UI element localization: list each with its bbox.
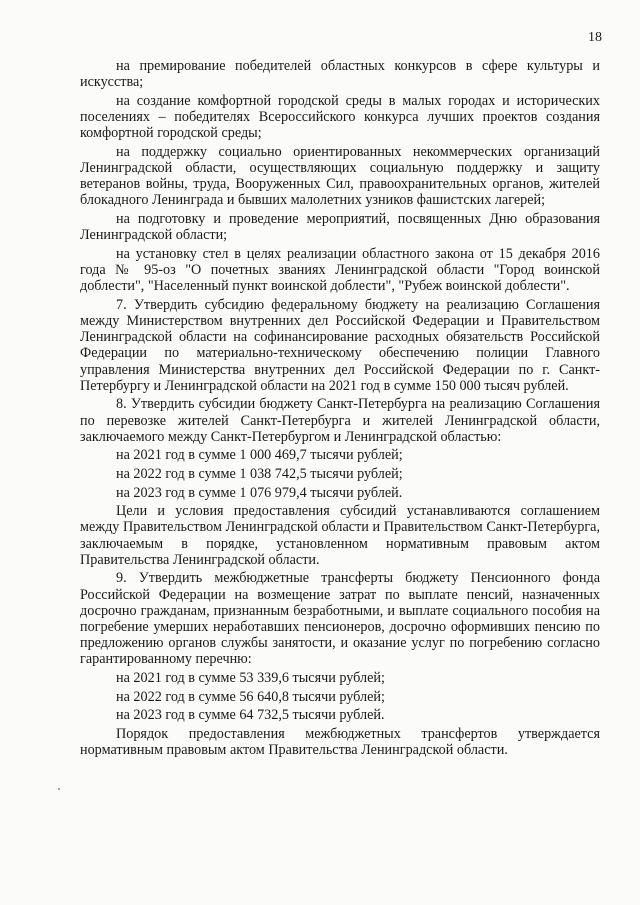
amount-2023-spb: на 2023 год в сумме 1 076 979,4 тысячи рублей. bbox=[116, 484, 403, 501]
amount-2022-spb: на 2022 год в сумме 1 038 742,5 тысячи рублей; bbox=[116, 466, 403, 482]
paragraph-transfer-procedure: Порядок предоставления межбюджетных трансфертов утверждается нормативным правовым актом Правительства Ленинградской области. bbox=[80, 725, 600, 758]
amount-2023-pension: на 2023 год в сумме 64 732,5 тысячи рублей. bbox=[116, 707, 385, 724]
amount-2021-spb: на 2021 год в сумме 1 000 469,7 тысячи рублей; bbox=[116, 447, 403, 464]
amount-2021-pension: на 2021 год в сумме 53 339,6 тысячи рублей; bbox=[116, 670, 385, 686]
paragraph-item-7: 7. Утвердить субсидию федеральному бюджету на реализацию Соглашения между Министерством внутренних дел Российской Федерации и Правительством Ленинградской области на софинансирование расходных обязательств Российской Федерации по материально-техническому обеспечению полиции Главного управления Министерства внутренних дел Российской Федерации по г. Санкт-Петербургу и Ленинградской области на 2021 год в сумме 150 000 тысяч рублей. bbox=[80, 296, 600, 394]
document-body bbox=[80, 58, 600, 761]
paragraph-urban-environment: на создание комфортной городской среды в малых городах и исторических поселениях – победителях Всероссийского конкурса лучших проектов создания комфортной городской среды; bbox=[80, 92, 600, 142]
paragraph-region-day: на подготовку и проведение мероприятий, посвященных Дню образования Ленинградской области; bbox=[80, 211, 600, 244]
page-number: 18 bbox=[588, 30, 602, 45]
paragraph-item-9: 9. Утвердить межбюджетные трансферты бюджету Пенсионного фонда Российской Федерации на возмещение затрат по выплате пенсий, назначенных досрочно гражданам, признанным безработными, и выплате социального пособия на погребение умерших неработавших пенсионеров, досрочно оформивших пенсию по предложению органов службы занятости, и оказание услуг по погребению согласно гарантированному перечню: bbox=[80, 570, 600, 668]
scan-speck bbox=[58, 788, 60, 790]
paragraph-item-8: 8. Утвердить субсидии бюджету Санкт-Петербурга на реализацию Соглашения по перевозке жителей Санкт-Петербурга и жителей Ленинградской области, заключаемого между Санкт-Петербургом и Ленинградской областью: bbox=[80, 396, 600, 445]
paragraph-subsidy-conditions: Цели и условия предоставления субсидий устанавливаются соглашением между Правительством Ленинградской области и Правительством Санкт-Петербурга, заключаемым в порядке, установленном нормативным правовым актом Правительства Ленинградской области. bbox=[80, 503, 600, 568]
paragraph-steles: на установку стел в целях реализации областного закона от 15 декабря 2016 года № 95-оз "О почетных званиях Ленинградской области "Город воинской доблести", "Населенный пункт воинской доблести", "Рубеж воинской доблести". bbox=[80, 245, 600, 295]
paragraph-culture-awards: на премирование победителей областных конкурсов в сфере культуры и искусства; bbox=[80, 58, 600, 91]
amount-2022-pension: на 2022 год в сумме 56 640,8 тысячи рублей; bbox=[116, 688, 385, 705]
paragraph-nko-support: на поддержку социально ориентированных некоммерческих организаций Ленинградской области, осуществляющих социальную поддержку и защиту ветеранов войны, труда, Вооруженных Сил, правоохранительных органов, жителей блокадного Ленинграда и бывших малолетних узников фашистских лагерей; bbox=[80, 143, 600, 209]
